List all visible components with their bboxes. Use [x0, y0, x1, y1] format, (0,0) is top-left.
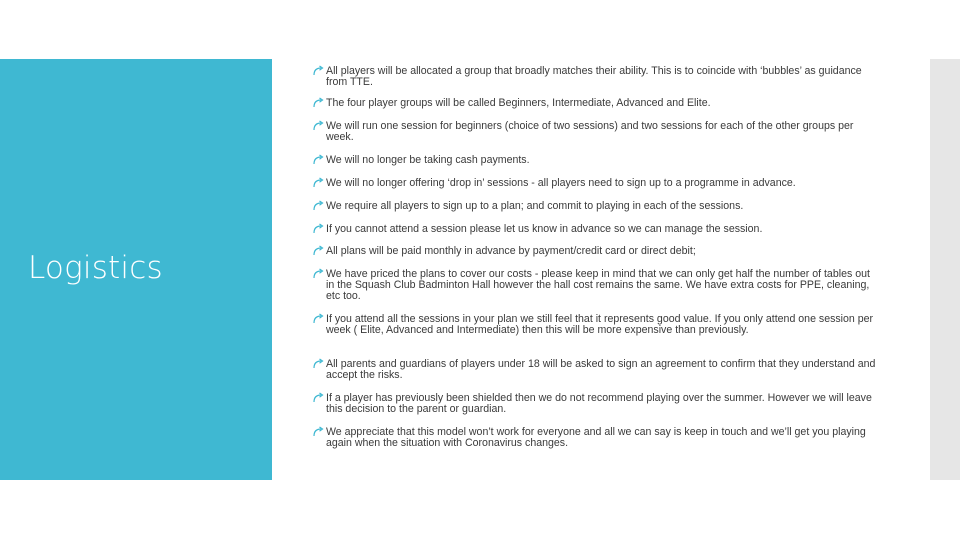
curved-arrow-icon [313, 268, 325, 280]
curved-arrow-icon [313, 65, 325, 77]
bullet-text: If a player has previously been shielded then we do not recommend playing over the summer. However we will leave this decision to the parent or guardian. [326, 392, 872, 415]
curved-arrow-icon [313, 200, 325, 212]
curved-arrow-icon [313, 120, 325, 132]
curved-arrow-icon [313, 392, 325, 404]
bullet-item [313, 427, 878, 449]
bullet-text: All players will be allocated a group that broadly matches their ability. This is to coincide with ‘bubbles’ as guidance from TTE. [326, 65, 862, 88]
bullet-text: We appreciate that this model won’t work for everyone and all we can say is keep in touch and we’ll get you playing again when the situation with Coronavirus changes. [326, 426, 866, 449]
bullet-text: We require all players to sign up to a plan; and commit to playing in each of the sessions. [326, 200, 744, 212]
bullet-item [313, 314, 878, 336]
curved-arrow-icon [313, 426, 325, 438]
bullet-text: If you cannot attend a session please let us know in advance so we can manage the session. [326, 223, 763, 235]
curved-arrow-icon [313, 154, 325, 166]
bullet-text: We will no longer offering ‘drop in’ sessions - all players need to sign up to a programme in advance. [326, 177, 796, 189]
bullet-item [313, 98, 878, 109]
bullet-item [313, 224, 878, 235]
bullet-item [313, 393, 878, 415]
bullet-item [313, 246, 878, 257]
bullet-item [313, 359, 878, 381]
side-accent-bar [930, 59, 960, 480]
bullet-text: All plans will be paid monthly in advance by payment/credit card or direct debit; [326, 245, 696, 257]
bullet-item [313, 155, 878, 166]
bullet-text: All parents and guardians of players under 18 will be asked to sign an agreement to confirm that they understand and accept the risks. [326, 358, 876, 381]
bullet-item [313, 269, 878, 302]
bullet-text: If you attend all the sessions in your plan we still feel that it represents good value. If you only attend one session per week ( Elite, Advanced and Intermediate) then this will be more expensive than previously. [326, 313, 874, 336]
bullet-text: We will no longer be taking cash payments. [326, 154, 530, 166]
curved-arrow-icon [313, 313, 325, 325]
curved-arrow-icon [313, 177, 325, 189]
bullet-text: We have priced the plans to cover our costs - please keep in mind that we can only get half the number of tables out in the Squash Club Badminton Hall however the hall cost remains the same. We have extra costs for PPE, cleaning, etc too. [326, 268, 870, 302]
bullet-item [313, 66, 878, 88]
bullet-text: The four player groups will be called Beginners, Intermediate, Advanced and Elite. [326, 97, 711, 109]
bullet-item [313, 178, 878, 189]
bullet-item [313, 201, 878, 212]
curved-arrow-icon [313, 97, 325, 109]
curved-arrow-icon [313, 245, 325, 257]
bullet-text: We will run one session for beginners (choice of two sessions) and two sessions for each of the other groups per week. [326, 120, 854, 143]
slide-title: Logistics [28, 250, 163, 286]
curved-arrow-icon [313, 358, 325, 370]
bullet-item [313, 121, 878, 143]
curved-arrow-icon [313, 223, 325, 235]
